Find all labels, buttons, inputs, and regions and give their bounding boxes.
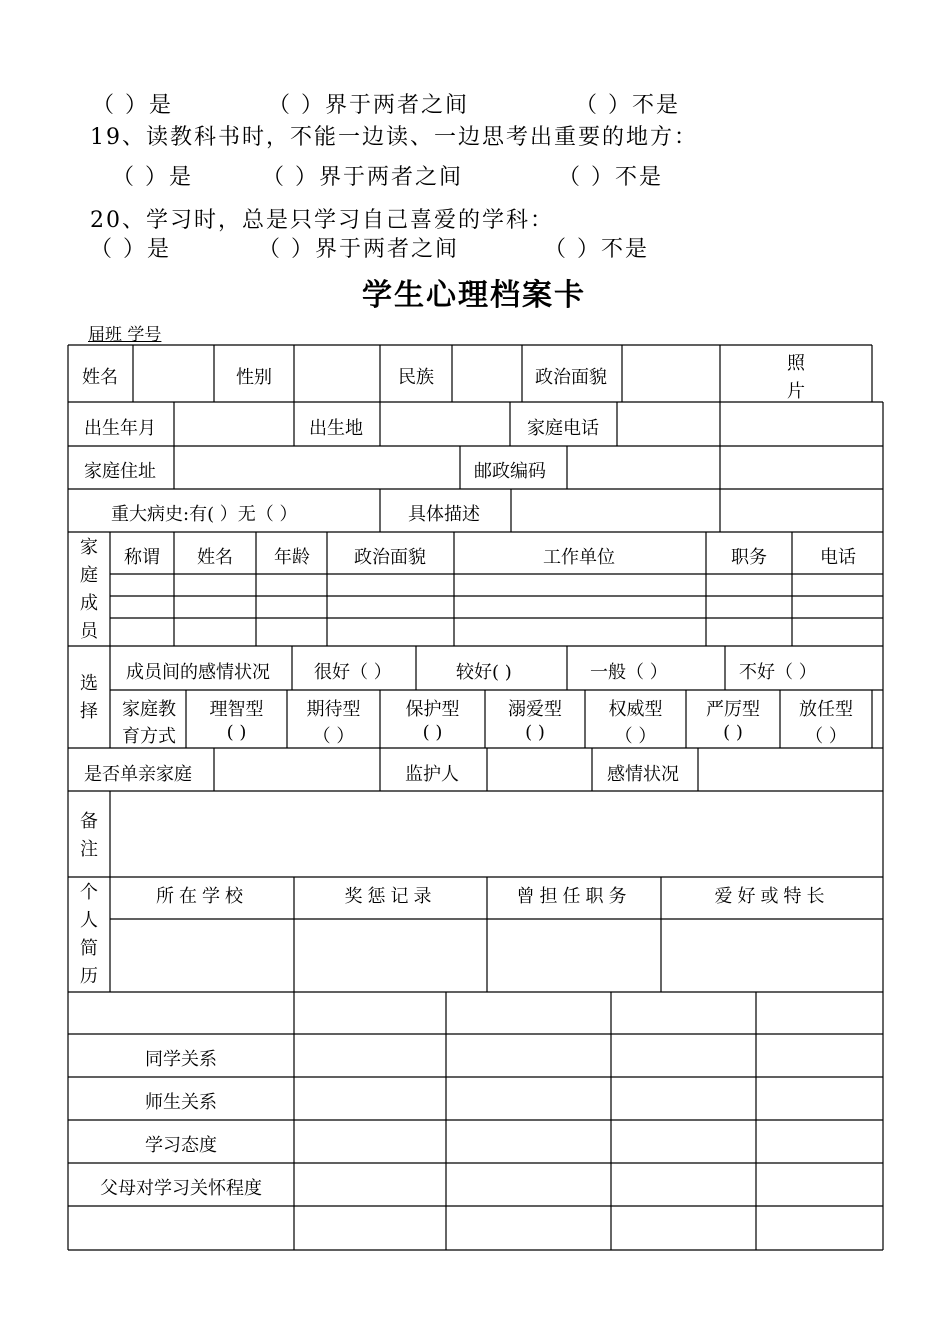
- edu-method-label-1: 家庭教: [122, 699, 176, 720]
- q19-option-yes: （ ）是: [112, 165, 193, 190]
- relation-label: 成员间的感情状况: [126, 662, 270, 683]
- family-header-position: 职务: [731, 547, 767, 568]
- label-classmate-relation: 同学关系: [145, 1049, 217, 1070]
- edu-type-authoritative-mark: （ ）: [614, 726, 657, 747]
- label-birthplace: 出生地: [309, 418, 363, 439]
- card-title: 学生心理档案卡: [362, 278, 586, 313]
- family-label-char: 庭: [80, 565, 98, 586]
- resume-header-positions: 曾担任职务: [516, 886, 632, 907]
- q19-option-no: （ ）不是: [558, 165, 663, 190]
- family-header-title: 称谓: [124, 547, 160, 568]
- edu-type-expectant: 期待型: [306, 699, 361, 720]
- edu-type-expectant-mark: （ ）: [312, 726, 355, 747]
- label-photo-2: 片: [787, 381, 805, 402]
- label-address: 家庭住址: [84, 461, 156, 482]
- edu-type-protective-mark: ( ): [422, 722, 443, 743]
- family-label-char: 家: [80, 537, 98, 558]
- family-header-political: 政治面貌: [354, 547, 426, 568]
- q20-option-between: （ ）界于两者之间: [258, 237, 459, 262]
- label-description: 具体描述: [408, 504, 480, 525]
- q18-option-between: （ ）界于两者之间: [268, 93, 469, 118]
- choice-label-char: 择: [80, 701, 98, 722]
- label-teacher-relation: 师生关系: [145, 1092, 217, 1113]
- edu-type-permissive-mark: （ ）: [805, 726, 847, 747]
- q18-option-yes: （ ）是: [92, 93, 173, 118]
- edu-type-indulgent-mark: ( ): [525, 722, 545, 743]
- label-home-phone: 家庭电话: [527, 418, 599, 439]
- relation-option-bad: 不好（ ）: [739, 662, 817, 683]
- q19-text: 19、读教科书时，不能一边读、一边思考出重要的地方：: [90, 125, 698, 150]
- edu-type-protective: 保护型: [405, 699, 460, 720]
- q18-option-no: （ ）不是: [575, 93, 680, 118]
- relation-option-very-good: 很好（ ）: [314, 662, 392, 683]
- remarks-label: [78, 808, 100, 864]
- q20-text: 20、学习时，总是只学习自己喜爱的学科：: [90, 208, 554, 233]
- resume-label-char: 历: [80, 966, 98, 987]
- choice-label: [78, 670, 100, 726]
- label-birth: 出生年月: [84, 418, 156, 439]
- label-study-attitude: 学习态度: [145, 1135, 217, 1156]
- family-label: [78, 534, 100, 646]
- label-illness: 重大病史:有( ）无（ ）: [111, 504, 298, 525]
- label-single-parent: 是否单亲家庭: [84, 764, 192, 785]
- resume-label: [78, 879, 100, 991]
- family-header-phone: 电话: [820, 547, 856, 568]
- label-guardian: 监护人: [405, 764, 459, 785]
- family-header-age: 年龄: [274, 547, 310, 568]
- choice-label-char: 选: [80, 673, 98, 694]
- resume-label-char: 人: [80, 910, 98, 931]
- label-parent-care: 父母对学习关怀程度: [100, 1178, 262, 1199]
- q20-option-yes: （ ）是: [90, 237, 171, 262]
- resume-header-hobbies: 爱好或特长: [714, 886, 830, 907]
- family-header-name: 姓名: [197, 547, 233, 568]
- relation-option-good: 较好( ): [456, 662, 512, 683]
- label-ethnicity: 民族: [398, 367, 434, 388]
- edu-type-strict-mark: ( ): [723, 722, 743, 743]
- edu-type-indulgent: 溺爱型: [508, 699, 562, 720]
- card-subtitle: 届班 学号: [88, 325, 162, 345]
- edu-type-rational-mark: ( ): [226, 722, 247, 743]
- label-emotion: 感情状况: [607, 764, 679, 785]
- edu-type-permissive: 放任型: [799, 699, 853, 720]
- edu-type-authoritative: 权威型: [608, 699, 663, 720]
- family-header-workplace: 工作单位: [543, 547, 615, 568]
- edu-type-rational: 理智型: [209, 699, 264, 720]
- edu-method-label-2: 育方式: [122, 726, 176, 747]
- family-label-char: 成: [80, 593, 98, 614]
- resume-label-char: 个: [80, 882, 98, 903]
- resume-label-char: 简: [80, 938, 98, 959]
- label-postcode: 邮政编码: [474, 461, 546, 482]
- edu-type-strict: 严厉型: [706, 699, 760, 720]
- remarks-label-char: 注: [80, 839, 98, 860]
- label-name: 姓名: [82, 367, 118, 388]
- family-label-char: 员: [80, 621, 98, 642]
- label-gender: 性别: [236, 367, 272, 388]
- resume-header-school: 所在学校: [156, 886, 248, 907]
- remarks-label-char: 备: [80, 811, 98, 832]
- label-political: 政治面貌: [535, 367, 607, 388]
- relation-option-average: 一般（ ）: [590, 662, 668, 683]
- resume-header-rewards: 奖惩记录: [344, 886, 437, 907]
- q19-option-between: （ ）界于两者之间: [262, 165, 463, 190]
- label-photo-1: 照: [787, 353, 805, 374]
- q20-option-no: （ ）不是: [544, 237, 649, 262]
